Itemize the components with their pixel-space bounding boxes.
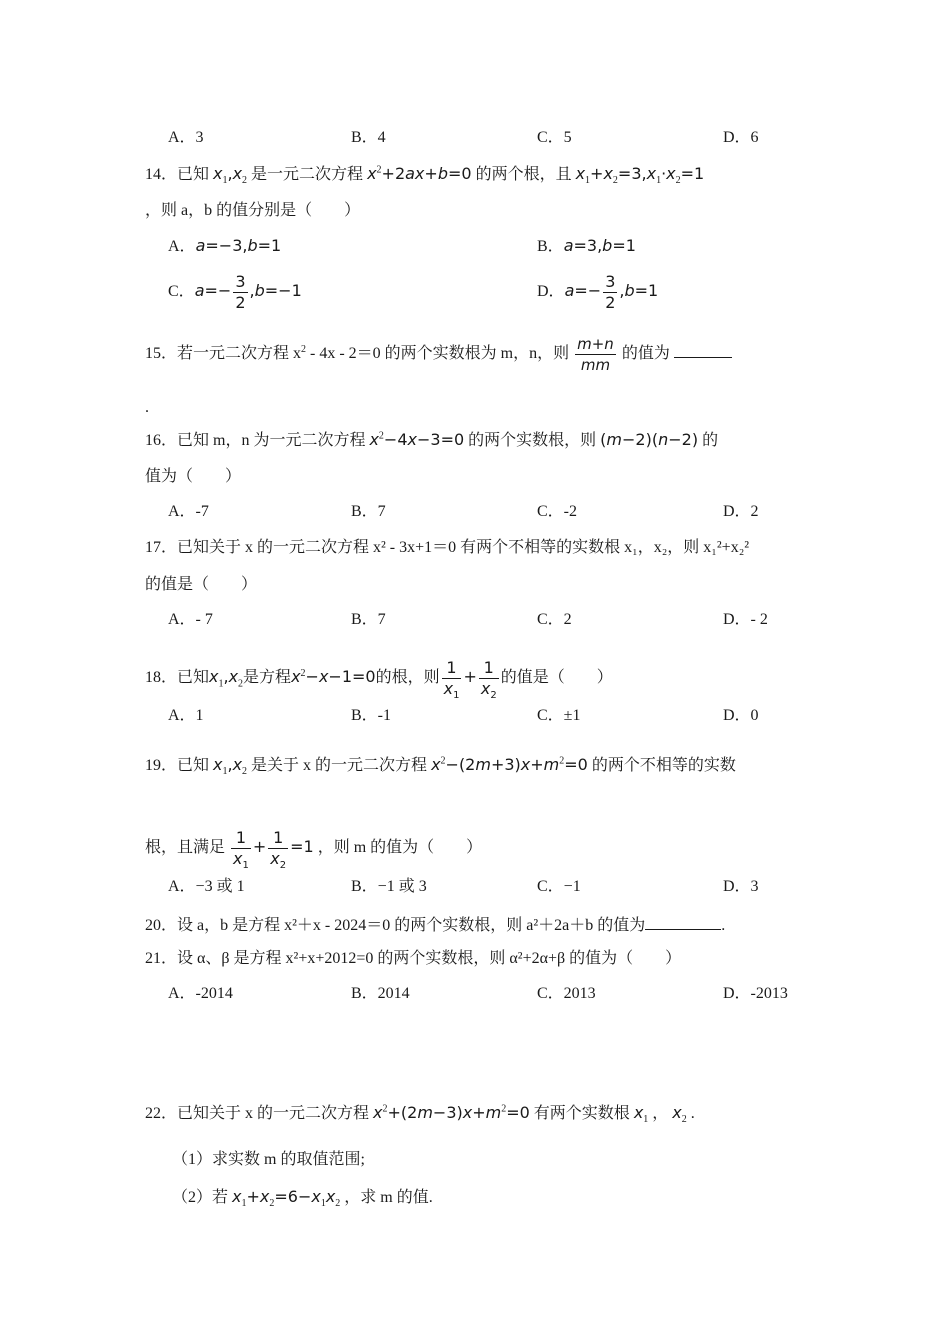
q13-option-d: D．6 bbox=[723, 129, 759, 146]
q13-option-b: B．4 bbox=[351, 129, 386, 146]
q22-part-2: （2）若 $x_1+x_2=6-x_1x_2$ ，求 m 的值. bbox=[172, 1187, 433, 1210]
q22-stem: 22．已知关于 x 的一元二次方程 $x^2+(2m-3)x+m^2=0$ 有两个实数根 $x_1$ ， $x_2$ . bbox=[145, 1103, 695, 1126]
q16-option-d: D．2 bbox=[723, 503, 759, 520]
q21-stem: 21．设 α、β 是方程 x²+x+2012=0 的两个实数根，则 α²+2α+β 的值为（ ） bbox=[145, 950, 682, 967]
q21-option-c: C．2013 bbox=[537, 985, 596, 1002]
q14-stem-cont: ，则 a，b 的值分别是（ ） bbox=[145, 202, 361, 219]
q14-option-d: D．a=− $\frac{3}{2}$ ,b=1 bbox=[537, 272, 659, 312]
q15-stem: 15．若一元二次方程 $x^2 - 4x - 2=0$ 的两个实数根为 m，n，则 $\frac{m+n}{mm}$ 的值为 bbox=[145, 334, 732, 375]
q14-option-a: A．a=−3,b=1 bbox=[168, 236, 282, 255]
q18-option-b: B．-1 bbox=[351, 707, 392, 724]
q17-stem-cont: 的值是（ ） bbox=[145, 576, 258, 593]
q14-option-c: C．a=− $\frac{3}{2}$ ,b=−1 bbox=[168, 272, 302, 312]
q16-stem-cont: 值为（ ） bbox=[145, 468, 242, 485]
q19-stem-cont: 根，且满足 $\frac{1}{x_1}$ + $\frac{1}{x_2}$ =1 ，则 m 的值为（ ） bbox=[145, 828, 483, 872]
q14-stem: 14．已知 $x_1,x_2$ 是一元二次方程 $x^2+2ax+b=0$ 的两个根，且 $x_1+x_2=3,x_1\cdot x_2=1$ bbox=[145, 164, 705, 187]
q22-part-1: （1）求实数 m 的取值范围; bbox=[172, 1151, 365, 1168]
q17-option-c: C．2 bbox=[537, 611, 572, 628]
q13-option-c: C．5 bbox=[537, 129, 572, 146]
q18-option-a: A．1 bbox=[168, 707, 204, 724]
q16-option-b: B．7 bbox=[351, 503, 386, 520]
answer-blank[interactable] bbox=[645, 913, 721, 930]
q17-option-d: D．- 2 bbox=[723, 611, 768, 628]
q17-option-b: B．7 bbox=[351, 611, 386, 628]
q19-option-b: B．−1 或 3 bbox=[351, 878, 427, 895]
q19-stem: 19．已知 $x_1,x_2$ 是关于 x 的一元二次方程 $x^2-(2m+3)x+m^2=0$ 的两个不相等的实数 bbox=[145, 755, 736, 778]
q18-option-c: C．±1 bbox=[537, 707, 581, 724]
q19-option-c: C．−1 bbox=[537, 878, 581, 895]
q21-option-b: B．2014 bbox=[351, 985, 410, 1002]
q16-option-c: C．-2 bbox=[537, 503, 578, 520]
q14-option-b: B．a=3,b=1 bbox=[537, 236, 636, 255]
q16-stem: 16．已知 m，n 为一元二次方程 $x^2-4x-3=0$ 的两个实数根，则 (m−2)(n−2) 的 bbox=[145, 430, 719, 449]
q20-stem: 20．设 a，b 是方程 x²＋x - 2024＝0 的两个实数根，则 a²＋2a＋b 的值为 . bbox=[145, 913, 725, 936]
q17-option-a: A．- 7 bbox=[168, 611, 213, 628]
q13-option-a: A．3 bbox=[168, 129, 204, 146]
q16-option-a: A．-7 bbox=[168, 503, 209, 520]
q21-option-a: A．-2014 bbox=[168, 985, 233, 1002]
q18-option-d: D．0 bbox=[723, 707, 759, 724]
q21-option-d: D．-2013 bbox=[723, 985, 788, 1002]
q19-option-d: D．3 bbox=[723, 878, 759, 895]
q15-end: . bbox=[145, 399, 149, 416]
q19-option-a: A．−3 或 1 bbox=[168, 878, 245, 895]
q18-stem: 18．已知$x_1,x_2$是方程$x^2-x-1=0$的根，则 $\frac{1}{x_1}$ + $\frac{1}{x_2}$ 的值是（ ） bbox=[145, 658, 613, 702]
q17-stem: 17．已知关于 x 的一元二次方程 x² - 3x+1＝0 有两个不相等的实数根 x₁，x₂，则 x₁²+x₂² bbox=[145, 539, 750, 556]
answer-blank[interactable] bbox=[674, 341, 732, 358]
